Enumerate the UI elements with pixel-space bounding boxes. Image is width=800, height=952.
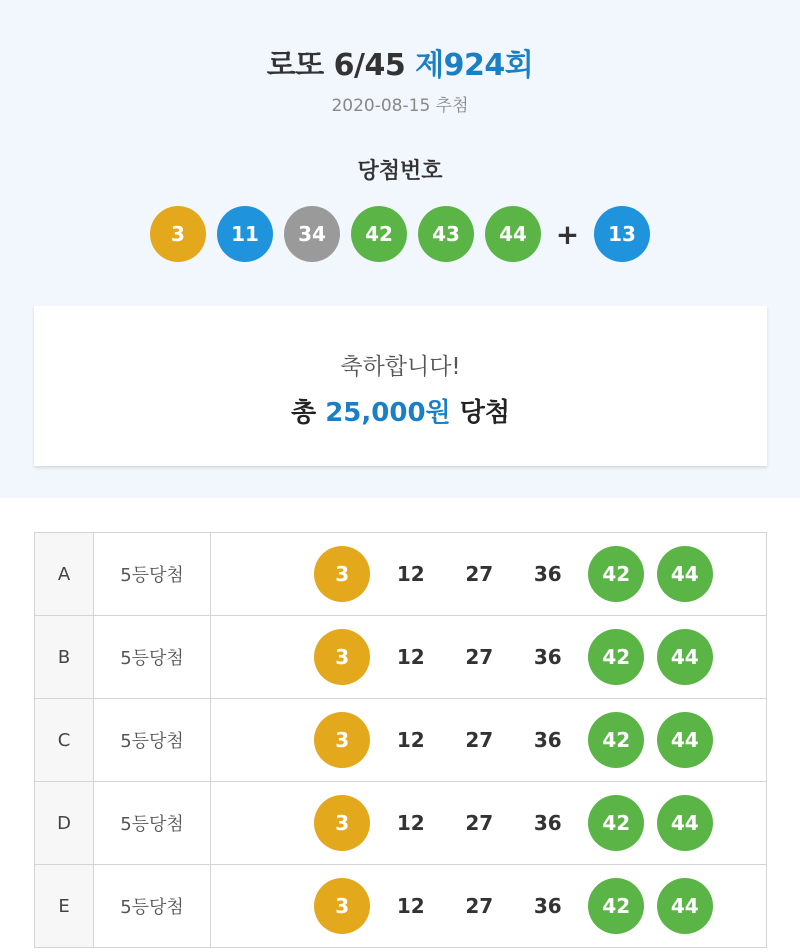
game-rank: 5등당첨 xyxy=(94,782,211,865)
winning-ball: 44 xyxy=(485,206,541,262)
game-rank: 5등당첨 xyxy=(94,616,211,699)
winning-numbers-title: 당첨번호 xyxy=(357,159,443,184)
number-slot xyxy=(308,795,377,851)
game-numbers xyxy=(211,699,767,782)
winning-ball: 34 xyxy=(284,206,340,262)
number-slot xyxy=(651,712,720,768)
game-label: B xyxy=(35,616,94,699)
unmatched-number: 12 xyxy=(396,894,425,918)
game-row xyxy=(35,616,767,699)
number-slot xyxy=(377,811,446,835)
game-label: D xyxy=(35,782,94,865)
number-slot xyxy=(308,712,377,768)
unmatched-number: 27 xyxy=(465,645,494,669)
game-label: C xyxy=(35,699,94,782)
number-slot xyxy=(651,795,720,851)
number-slot xyxy=(308,878,377,934)
winning-ball: 43 xyxy=(418,206,474,262)
number-slot xyxy=(651,546,720,602)
matched-ball: 42 xyxy=(588,712,644,768)
games-table xyxy=(34,532,767,948)
game-label: A xyxy=(35,533,94,616)
game-label: E xyxy=(35,865,94,948)
unmatched-number: 36 xyxy=(533,894,562,918)
prize-total xyxy=(34,392,767,429)
game-numbers xyxy=(211,533,767,616)
result-card xyxy=(34,306,767,466)
number-slot xyxy=(445,811,514,835)
game-row xyxy=(35,533,767,616)
unmatched-number: 27 xyxy=(465,811,494,835)
numbers-wrap xyxy=(308,546,719,602)
plus-sign: + xyxy=(555,217,580,251)
game-row xyxy=(35,865,767,948)
unmatched-number: 36 xyxy=(533,728,562,752)
number-slot xyxy=(651,629,720,685)
numbers-wrap xyxy=(308,878,719,934)
winning-ball: 42 xyxy=(351,206,407,262)
matched-ball: 44 xyxy=(657,878,713,934)
game-numbers xyxy=(211,865,767,948)
number-slot xyxy=(514,728,583,752)
matched-ball: 42 xyxy=(588,795,644,851)
winning-ball: 11 xyxy=(217,206,273,262)
matched-ball: 42 xyxy=(588,878,644,934)
unmatched-number: 12 xyxy=(396,645,425,669)
unmatched-number: 12 xyxy=(396,728,425,752)
title-prefix: 로또 6/45 xyxy=(266,48,406,83)
unmatched-number: 12 xyxy=(396,811,425,835)
numbers-wrap xyxy=(308,712,719,768)
numbers-wrap xyxy=(308,795,719,851)
game-numbers xyxy=(211,782,767,865)
game-row xyxy=(35,699,767,782)
matched-ball: 44 xyxy=(657,546,713,602)
number-slot xyxy=(582,712,651,768)
congrats-text: 축하합니다! xyxy=(340,354,461,380)
matched-ball: 3 xyxy=(314,629,370,685)
winning-numbers xyxy=(0,206,800,262)
unmatched-number: 12 xyxy=(396,562,425,586)
number-slot xyxy=(651,878,720,934)
page-title xyxy=(0,40,800,84)
number-slot xyxy=(377,728,446,752)
prize-suffix: 당첨 xyxy=(459,398,510,428)
prize-prefix: 총 xyxy=(291,398,317,428)
number-slot xyxy=(445,562,514,586)
round-number: 제924회 xyxy=(415,48,534,83)
matched-ball: 42 xyxy=(588,546,644,602)
game-numbers xyxy=(211,616,767,699)
matched-ball: 44 xyxy=(657,795,713,851)
matched-ball: 44 xyxy=(657,629,713,685)
number-slot xyxy=(308,629,377,685)
number-slot xyxy=(445,645,514,669)
number-slot xyxy=(308,546,377,602)
number-slot xyxy=(514,562,583,586)
numbers-wrap xyxy=(308,629,719,685)
number-slot xyxy=(377,894,446,918)
unmatched-number: 36 xyxy=(533,562,562,586)
game-row xyxy=(35,782,767,865)
number-slot xyxy=(514,645,583,669)
matched-ball: 3 xyxy=(314,546,370,602)
matched-ball: 3 xyxy=(314,795,370,851)
game-rank: 5등당첨 xyxy=(94,533,211,616)
number-slot xyxy=(582,546,651,602)
number-slot xyxy=(582,795,651,851)
prize-amount: 25,000원 xyxy=(325,398,451,428)
winning-ball: 3 xyxy=(150,206,206,262)
number-slot xyxy=(377,562,446,586)
matched-ball: 44 xyxy=(657,712,713,768)
number-slot xyxy=(582,629,651,685)
number-slot xyxy=(514,811,583,835)
number-slot xyxy=(514,894,583,918)
unmatched-number: 27 xyxy=(465,562,494,586)
bonus-ball: 13 xyxy=(594,206,650,262)
number-slot xyxy=(445,728,514,752)
number-slot xyxy=(377,645,446,669)
unmatched-number: 36 xyxy=(533,645,562,669)
game-rank: 5등당첨 xyxy=(94,699,211,782)
draw-date: 2020-08-15 추첨 xyxy=(331,96,469,116)
matched-ball: 42 xyxy=(588,629,644,685)
number-slot xyxy=(445,894,514,918)
unmatched-number: 27 xyxy=(465,728,494,752)
game-rank: 5등당첨 xyxy=(94,865,211,948)
number-slot xyxy=(582,878,651,934)
matched-ball: 3 xyxy=(314,878,370,934)
matched-ball: 3 xyxy=(314,712,370,768)
unmatched-number: 36 xyxy=(533,811,562,835)
unmatched-number: 27 xyxy=(465,894,494,918)
